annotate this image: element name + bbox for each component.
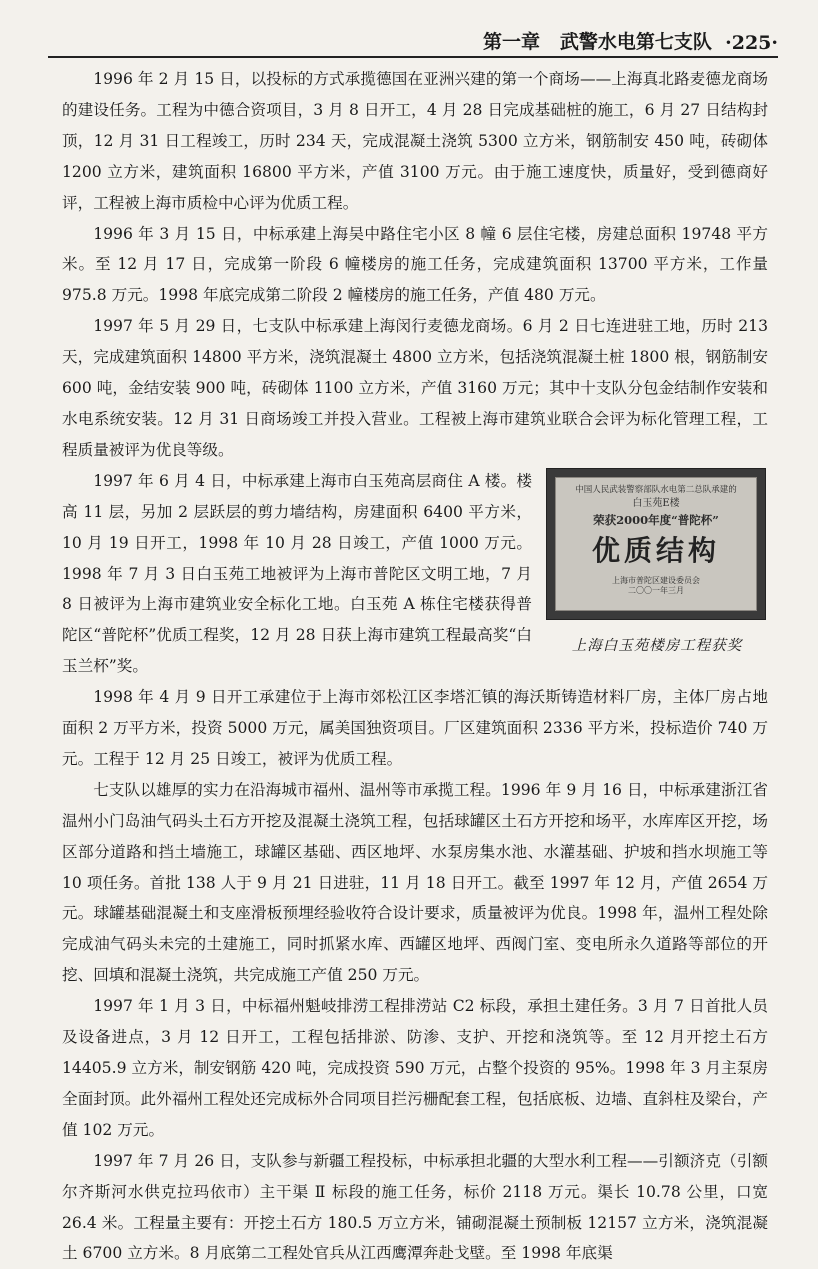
plaque-issuer-text: 上海市普陀区建设委员会 — [612, 576, 700, 586]
page-number: ·225· — [725, 32, 778, 54]
award-plaque-photo — [546, 468, 766, 620]
page-body — [62, 64, 768, 1269]
chapter-label: 第一章 — [482, 31, 540, 53]
paragraph-2: 1996 年 3 月 15 日，中标承建上海吴中路住宅小区 8 幢 6 层住宅楼，房建总面积 19748 平方米。至 12 月 17 日，完成第一阶段 6 幢楼房的施工任务，完成建筑面积 13700 平方米，工作量 975.8 万元。1998 年底完成第二阶段 2 幢楼房的施工任务，产值 480 万元。 — [62, 224, 768, 305]
paragraph-4: 1997 年 6 月 4 日，中标承建上海市白玉苑高层商住 A 楼。楼高 11 层，另加 2 层跃层的剪力墙结构，房建面积 6400 平方米，10 月 19 日开工，1998 年 10 月 28 日竣工，产值 1000 万元。1998 年 7 月 3 日白玉苑工地被评为上海市普陀区文明工地，7 月 8 日被评为上海市建筑业安全标化工地。白玉苑 A 栋住宅楼获得普陀区“普陀杯”优质工程奖，12 月 28 日获上海市建筑工程最高奖“白玉兰杯”奖。 — [62, 471, 532, 676]
award-figure — [546, 468, 768, 658]
paragraph-6: 七支队以雄厚的实力在沿海城市福州、温州等市承揽工程。1996 年 9 月 16 日，中标承建浙江省温州小门岛油气码头土石方开挖及混凝土浇筑工程，包括球罐区土石方开挖和场平，水库库区开挖，场区部分道路和挡土墙施工，球罐区基础、西区地坪、水泵房集水池、水灌基础、护坡和挡水坝施工等 10 项任务。首批 138 人于 9 月 21 日进驻，11 月 18 日开工。截至 1997 年 12 月，产值 2654 万元。球罐基础混凝土和支座滑板预埋经验收符合设计要求，质量被评为优良。1998 年，温州工程处除完成油气码头未完的土建施工，同时抓紧水库、西罐区地坪、西阀门室、变电所永久道路等部位的开挖、回填和混凝土浇筑，共完成施工产值 250 万元。 — [62, 780, 768, 985]
plaque-face — [555, 477, 757, 611]
paragraph-5: 1998 年 4 月 9 日开工承建位于上海市郊松江区李塔汇镇的海沃斯铸造材料厂房，主体厂房占地面积 2 万平方米，投资 5000 万元，属美国独资项目。厂区建筑面积 2336 平方米，投标造价 740 万元。工程于 12 月 25 日竣工，被评为优质工程。 — [62, 688, 768, 768]
plaque-title-text: 优质结构 — [591, 534, 720, 568]
page-header — [48, 22, 778, 58]
paragraph-7: 1997 年 1 月 3 日，中标福州魁岐排涝工程排涝站 C2 标段，承担土建任务。3 月 7 日首批人员及设备进点，3 月 12 日开工，工程包括排淤、防渗、支护、开挖和浇筑等。至 12 月开挖土石方 14405.9 立方米，制安钢筋 420 吨，完成投资 590 万元，占整个投资的 95%。1998 年 3 月主泵房全面封顶。此外福州工程处还完成标外合同项目拦污栅配套工程，包括底板、边墙、直斜柱及梁台，产值 102 万元。 — [62, 997, 768, 1139]
plaque-award-text: 荣获2000年度“普陀杯” — [593, 512, 719, 527]
paragraph-3: 1997 年 5 月 29 日，七支队中标承建上海闵行麦德龙商场。6 月 2 日七连进驻工地，历时 213 天，完成建筑面积 14800 平方米，浇筑混凝土 4800 立方米，包括浇筑混凝土桩 1800 根，钢筋制安 600 吨，金结安装 900 吨，砖砌体 1100 立方米，产值 3160 万元；其中十支队分包金结制作安装和水电系统安装。12 月 31 日商场竣工并投入营业。工程被上海市建筑业联合会评为标化管理工程，工程质量被评为优良等级。 — [62, 317, 768, 459]
paragraph-1: 1996 年 2 月 15 日，以投标的方式承揽德国在亚洲兴建的第一个商场——上海真北路麦德龙商场的建设任务。工程为中德合资项目，3 月 8 日开工，4 月 28 日完成基础桩的施工，6 月 27 日结构封顶，12 月 31 日工程竣工，历时 234 天，完成混凝土浇筑 5300 立方米，钢筋制安 450 吨，砖砌体 1200 立方米，建筑面积 16800 平方米，产值 3100 万元。由于施工速度快，质量好，受到德商好评，工程被上海市质检中心评为优质工程。 — [62, 70, 768, 212]
plaque-org-text: 中国人民武装警察部队水电第二总队承建的 — [575, 484, 737, 495]
figure-caption: 上海白玉苑楼房工程获奖 — [571, 637, 743, 654]
chapter-title: 武警水电第七支队 — [559, 31, 712, 53]
plaque-building-text: 白玉苑E楼 — [632, 498, 680, 510]
plaque-date-text: 二〇〇一年三月 — [628, 586, 684, 596]
paragraph-8: 1997 年 7 月 26 日，支队参与新疆工程投标，中标承担北疆的大型水利工程——引额济克（引额尔齐斯河水供克拉玛依市）主干渠 Ⅱ 标段的施工任务，标价 2118 万元。渠长 10.78 公里，口宽 26.4 米。工程量主要有：开挖土石方 180.5 万立方米，铺砌混凝土预制板 12157 立方米，浇筑混凝土 6700 立方米。8 月底第二工程处官兵从江西鹰潭奔赴戈壁。至 1998 年底渠 — [62, 1151, 768, 1263]
